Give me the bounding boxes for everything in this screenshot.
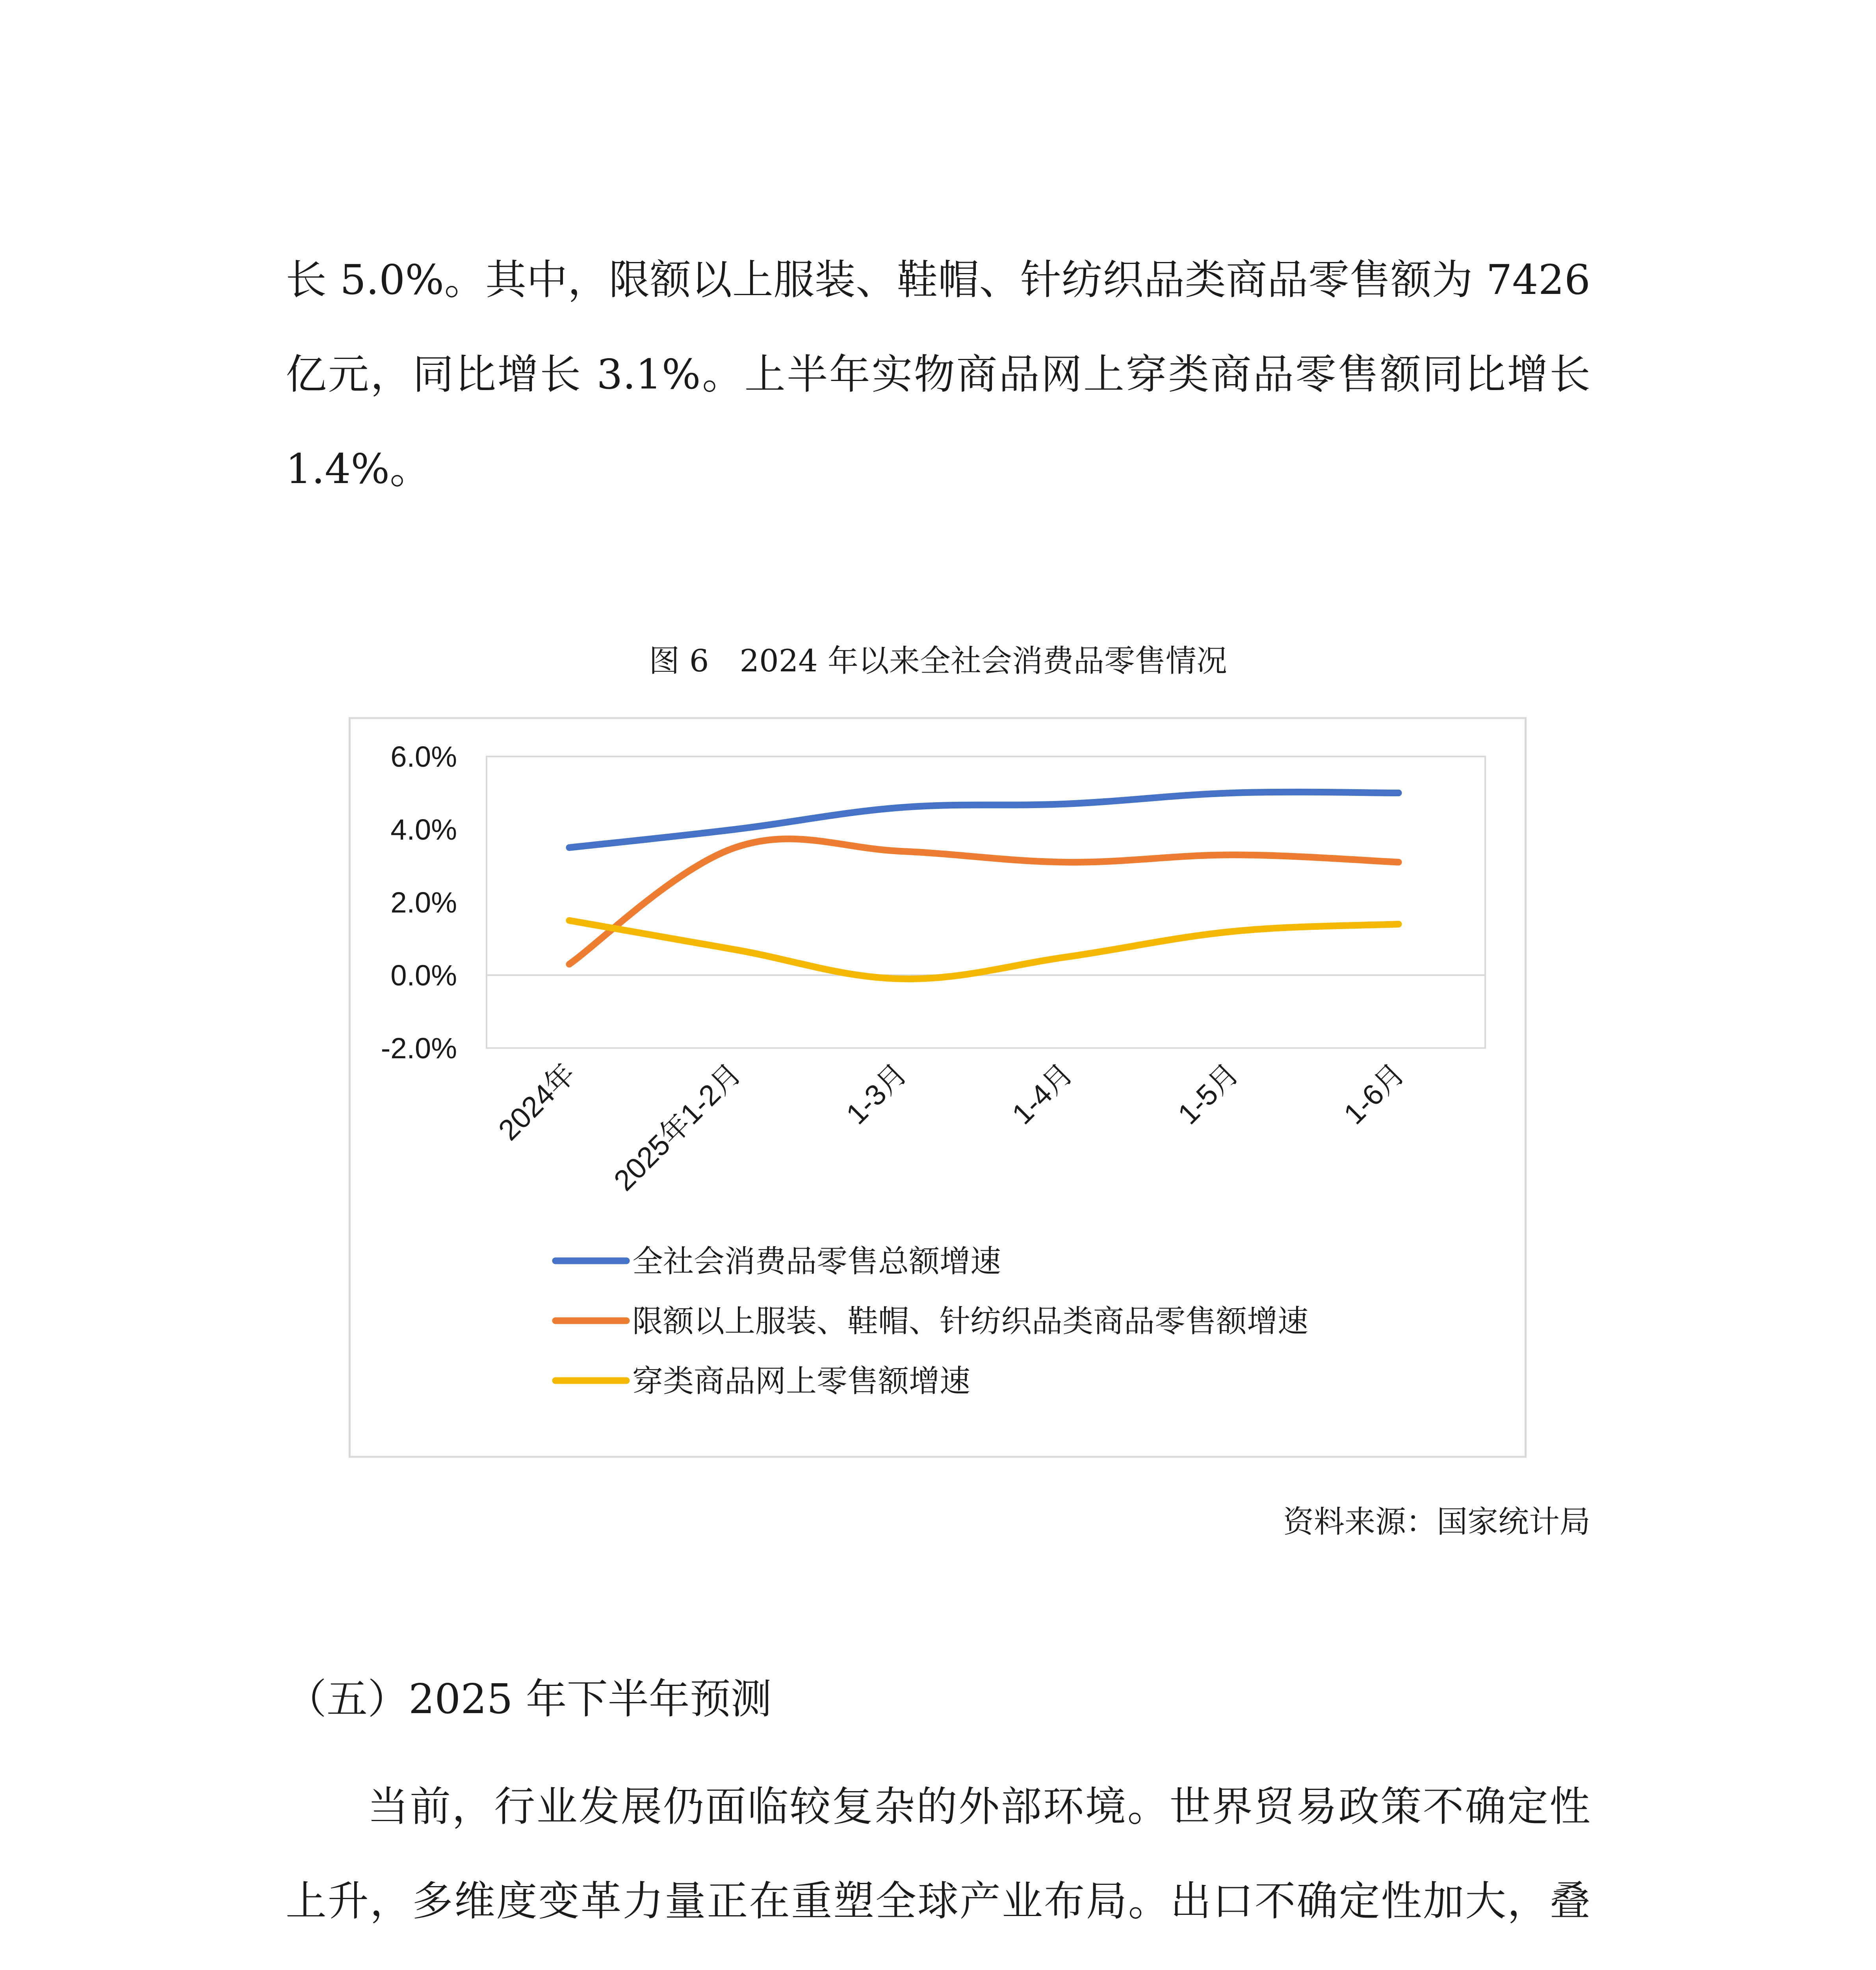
series-line-1 <box>569 792 1399 847</box>
series-line-3 <box>569 920 1399 979</box>
x-tick-label: 2024年 <box>492 1057 582 1147</box>
x-tick-label: 1-4月 <box>1005 1057 1079 1131</box>
y-tick-label: -2.0% <box>381 1032 457 1065</box>
line-chart <box>351 719 1525 1456</box>
x-tick-label: 1-5月 <box>1171 1057 1245 1131</box>
x-tick-label: 1-6月 <box>1337 1057 1411 1131</box>
y-tick-label: 0.0% <box>390 959 457 992</box>
y-tick-label: 4.0% <box>390 813 457 846</box>
figure-caption: 图 6 2024 年以来全社会消费品零售情况 <box>649 643 1227 679</box>
legend-label-3: 穿类商品网上零售额增速 <box>632 1364 971 1398</box>
x-tick-label: 1-3月 <box>840 1057 914 1131</box>
plot-area <box>487 756 1485 1048</box>
legend-label-2: 限额以上服装、鞋帽、针纺织品类商品零售额增速 <box>632 1304 1309 1338</box>
paragraph-retail-summary: 长 5.0%。其中，限额以上服装、鞋帽、针纺织品类商品零售额为 7426 亿元，同比增长 3.1%。上半年实物商品网上穿类商品零售额同比增长 1.4%。 <box>286 256 1590 493</box>
y-tick-label: 6.0% <box>390 740 457 773</box>
section-heading: （五）2025 年下半年预测 <box>286 1675 772 1723</box>
paragraph-outlook-external: 当前，行业发展仍面临较复杂的外部环境。世界贸易政策不确定性上升，多维度变革力量正在重塑全球产业布局。出口不确定性加大，叠 <box>286 1782 1590 1925</box>
source-note: 资料来源：国家统计局 <box>1283 1504 1590 1540</box>
chart-container <box>349 717 1527 1458</box>
x-tick-label: 2025年1-2月 <box>607 1057 748 1197</box>
y-tick-label: 2.0% <box>390 886 457 919</box>
legend-label-1: 全社会消费品零售总额增速 <box>632 1244 1001 1279</box>
